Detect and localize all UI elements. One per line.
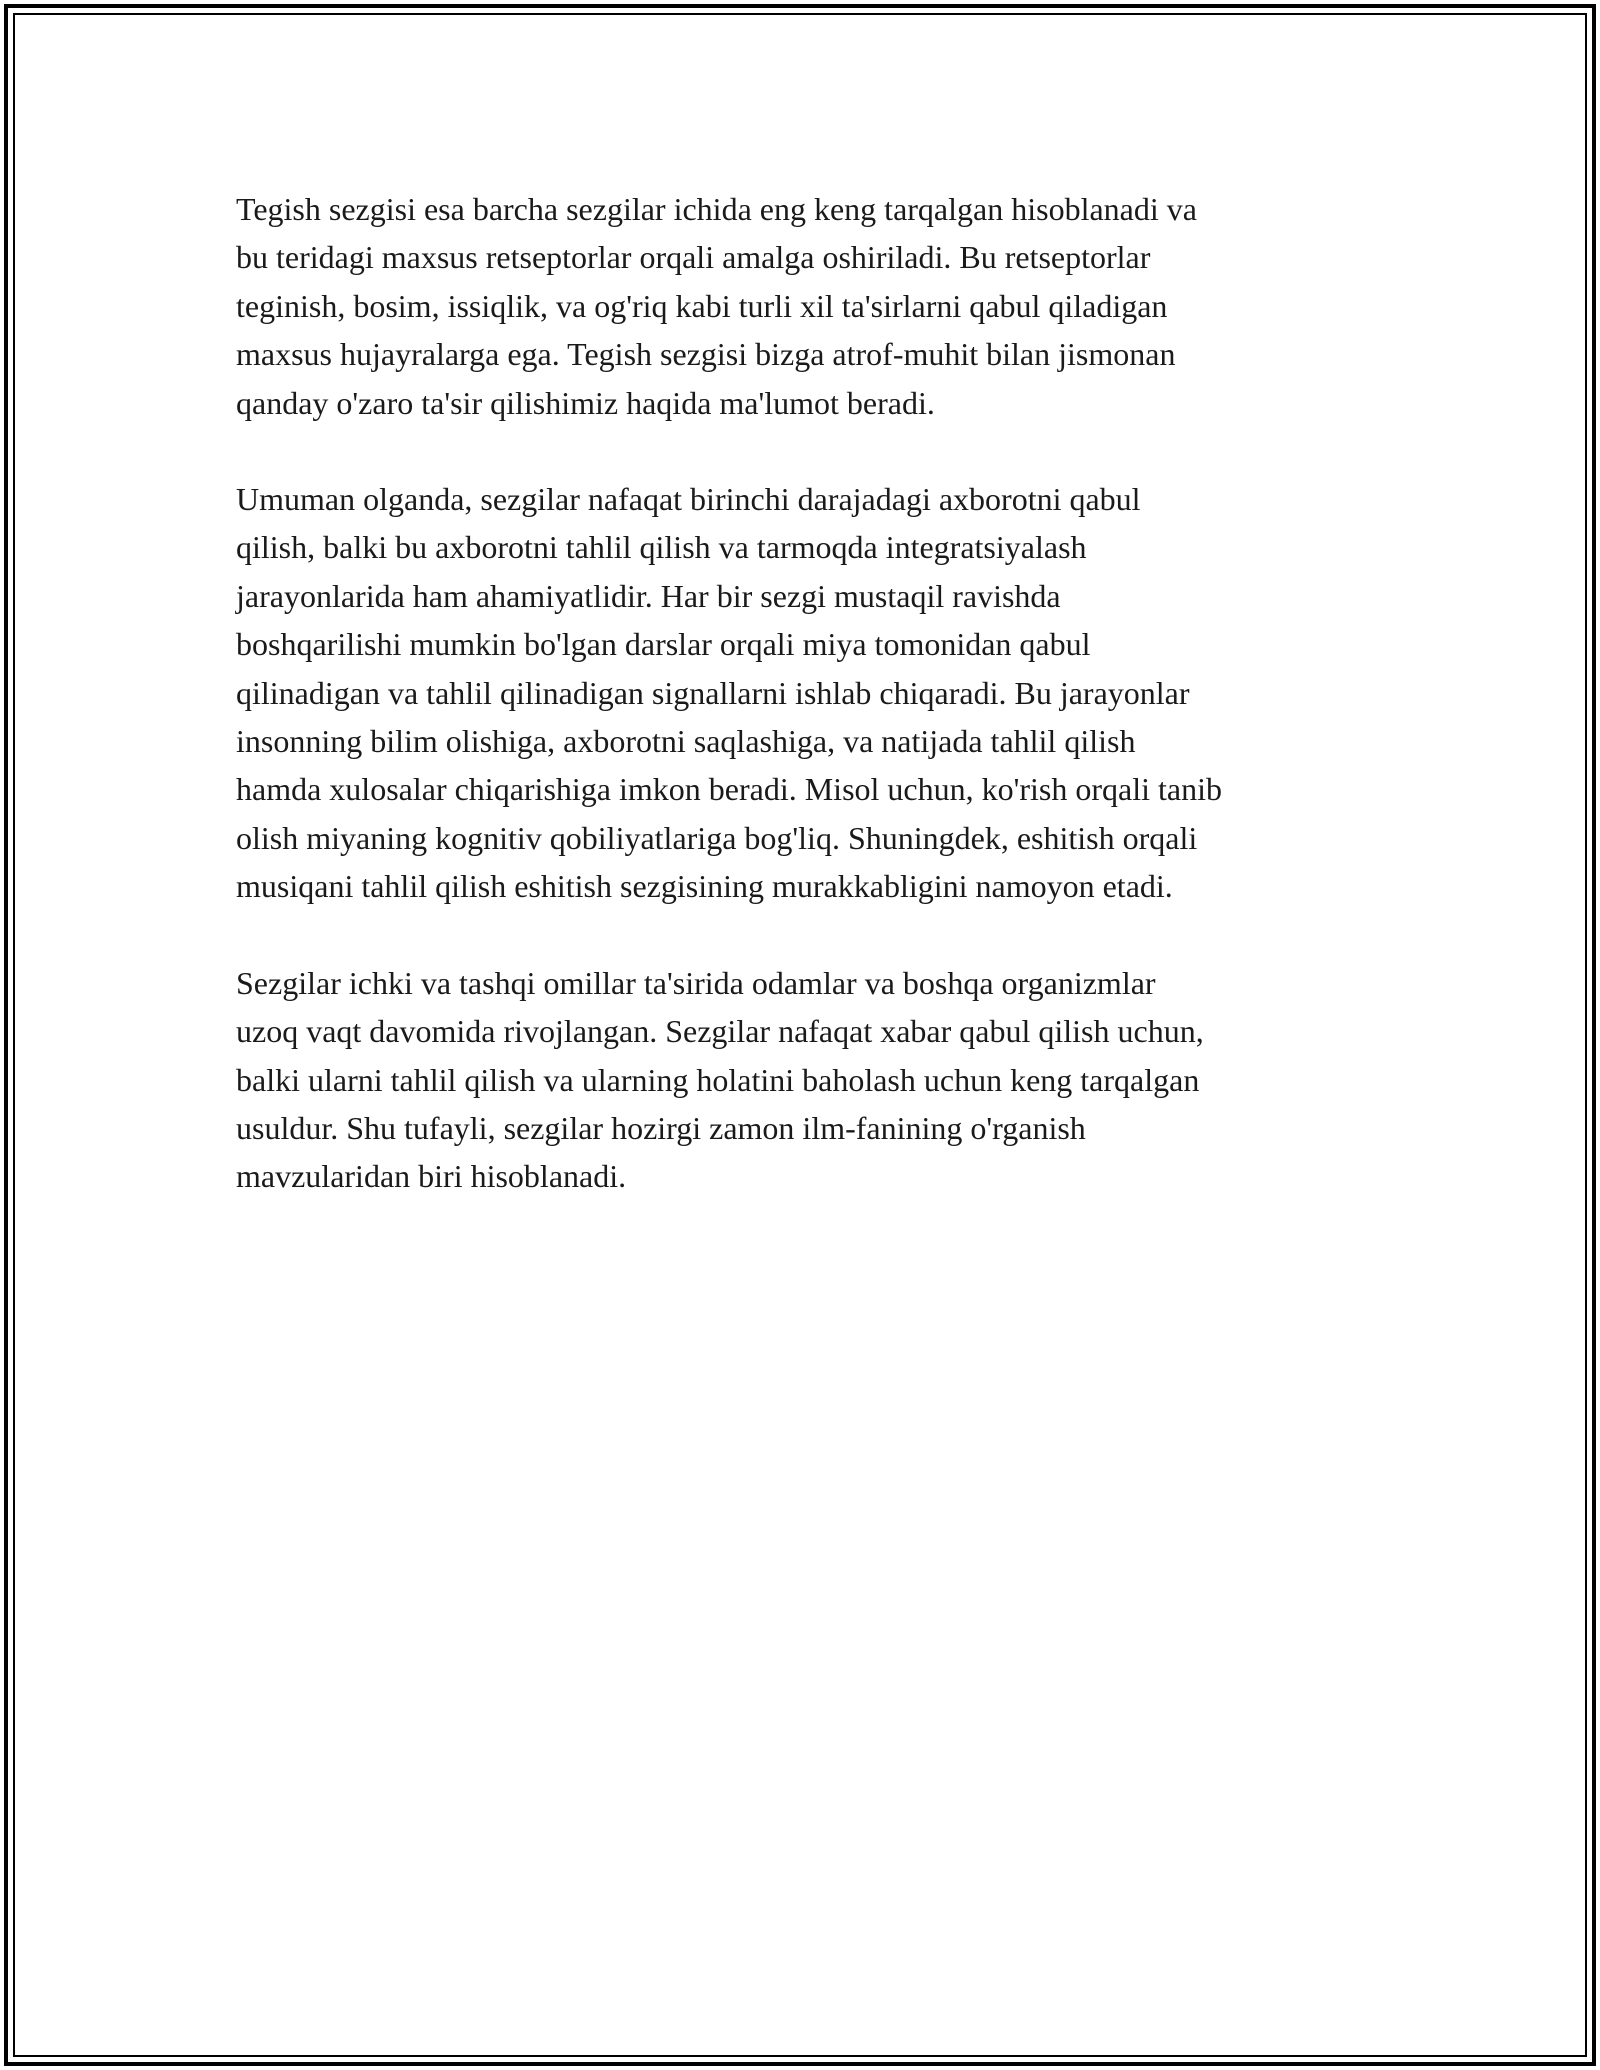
text-line: bu teridagi maxsus retseptorlar orqali amalga oshiriladi. Bu retseptorlar [236,239,1151,276]
text-line: Sezgilar ichki va tashqi omillar ta'sirida odamlar va boshqa organizmlar [236,964,1156,1001]
text-line: olish miyaning kognitiv qobiliyatlariga bog'liq. Shuningdek, eshitish orqali [236,819,1198,856]
text-line: musiqani tahlil qilish eshitish sezgisining murakkabligini namoyon etadi. [236,868,1173,905]
paragraph-touch-sense [236,185,1376,427]
text-line: balki ularni tahlil qilish va ularning holatini baholash uchun keng tarqalgan [236,1061,1200,1098]
text-line: qanday o'zaro ta'sir qilishimiz haqida ma'lumot beradi. [236,384,935,421]
text-line: insonning bilim olishiga, axborotni saqlashiga, va natijada tahlil qilish [236,723,1136,760]
text-line: uzoq vaqt davomida rivojlangan. Sezgilar nafaqat xabar qabul qilish uchun, [236,1013,1204,1050]
document-body [236,185,1376,1249]
text-line: boshqarilishi mumkin bo'lgan darslar orqali miya tomonidan qabul [236,626,1091,663]
text-line: qilish, balki bu axborotni tahlil qilish va tarmoqda integratsiyalash [236,529,1087,566]
text-line: mavzularidan biri hisoblanadi. [236,1158,627,1195]
paragraph-senses-evolution [236,959,1376,1201]
text-line: usuldur. Shu tufayli, sezgilar hozirgi zamon ilm-fanining o'rganish [236,1109,1086,1146]
text-line: Umuman olganda, sezgilar nafaqat birinchi darajadagi axborotni qabul [236,481,1141,518]
text-line: Tegish sezgisi esa barcha sezgilar ichida eng keng tarqalgan hisoblanadi va [236,191,1197,227]
text-line: qilinadigan va tahlil qilinadigan signallarni ishlab chiqaradi. Bu jarayonlar [236,674,1190,711]
text-line: jarayonlarida ham ahamiyatlidir. Har bir sezgi mustaqil ravishda [236,577,1061,614]
paragraph-senses-overview [236,475,1376,911]
text-line: maxsus hujayralarga ega. Tegish sezgisi bizga atrof-muhit bilan jismonan [236,336,1176,373]
text-line: hamda xulosalar chiqarishiga imkon beradi. Misol uchun, ko'rish orqali tanib [236,771,1222,808]
text-line: teginish, bosim, issiqlik, va og'riq kabi turli xil ta'sirlarni qabul qiladigan [236,287,1168,324]
